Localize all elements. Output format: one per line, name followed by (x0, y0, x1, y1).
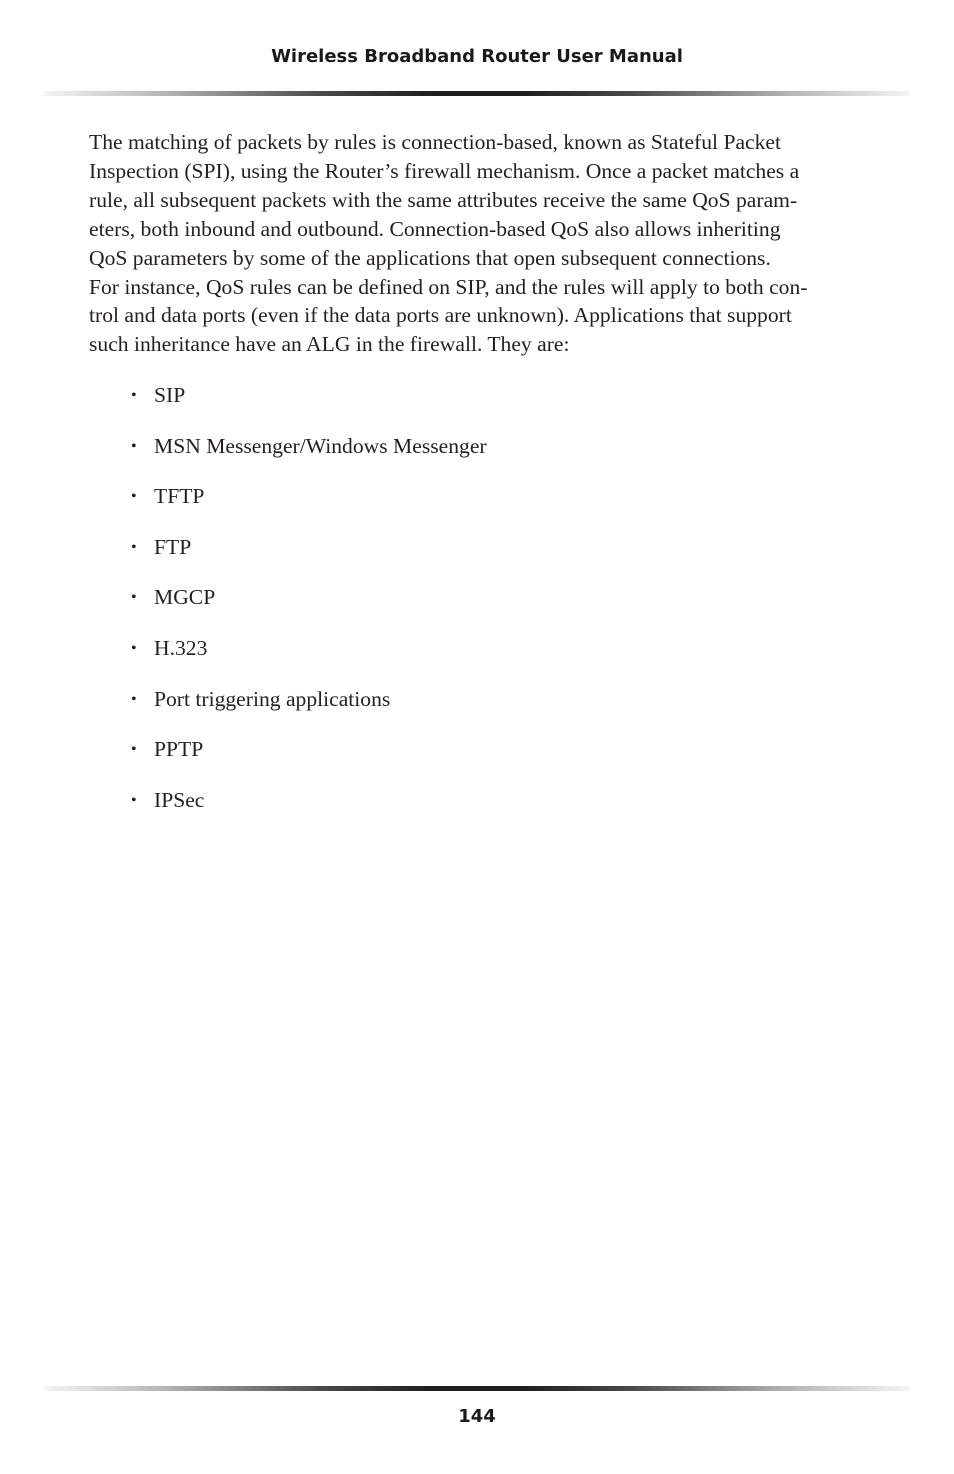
body-paragraph (89, 128, 869, 359)
list-item (131, 582, 487, 633)
running-header-title: Wireless Broadband Router User Manual (271, 46, 683, 67)
list-item-text: IPSec (154, 787, 205, 812)
paragraph-line: rule, all subsequent packets with the same attributes receive the same QoS param- (89, 187, 798, 212)
list-item (131, 785, 487, 836)
list-item (131, 431, 487, 482)
list-item (131, 532, 487, 583)
list-item-text: TFTP (154, 484, 205, 509)
bullet-marker: • (131, 538, 137, 556)
bullet-marker: • (131, 690, 137, 708)
paragraph-line: trol and data ports (even if the data ports are unknown). Applications that support (89, 303, 792, 328)
page-number: 144 (458, 1406, 496, 1427)
list-item (131, 380, 487, 431)
list-item-text: MGCP (154, 585, 216, 610)
bullet-marker: • (131, 791, 137, 809)
list-item-text: MSN Messenger/Windows Messenger (154, 433, 487, 458)
list-item-text: FTP (154, 534, 192, 559)
footer-divider (44, 1386, 910, 1391)
list-item-text: Port triggering applications (154, 686, 391, 711)
list-item (131, 633, 487, 684)
bullet-marker: • (131, 741, 137, 759)
list-item (131, 734, 487, 785)
bullet-marker: • (131, 488, 137, 506)
bullet-marker: • (131, 387, 137, 404)
list-item-text: PPTP (154, 737, 204, 762)
paragraph-line: QoS parameters by some of the applications that open subsequent connections. (89, 245, 771, 270)
paragraph-line: For instance, QoS rules can be defined on SIP, and the rules will apply to both con- (89, 274, 808, 299)
paragraph-line: eters, both inbound and outbound. Connection-based QoS also allows inheriting (89, 216, 781, 241)
paragraph-line: such inheritance have an ALG in the firewall. They are: (89, 332, 570, 357)
bullet-marker: • (131, 639, 137, 657)
paragraph-line: Inspection (SPI), using the Router’s firewall mechanism. Once a packet matches a (89, 158, 800, 183)
alg-application-list (131, 380, 487, 835)
list-item (131, 481, 487, 532)
list-item (131, 684, 487, 735)
paragraph-line: The matching of packets by rules is connection-based, known as Stateful Packet (89, 130, 782, 154)
list-item-text: SIP (154, 383, 186, 407)
bullet-marker: • (131, 437, 137, 455)
header-divider (44, 91, 910, 96)
list-item-text: H.323 (154, 635, 208, 660)
bullet-marker: • (131, 589, 137, 607)
